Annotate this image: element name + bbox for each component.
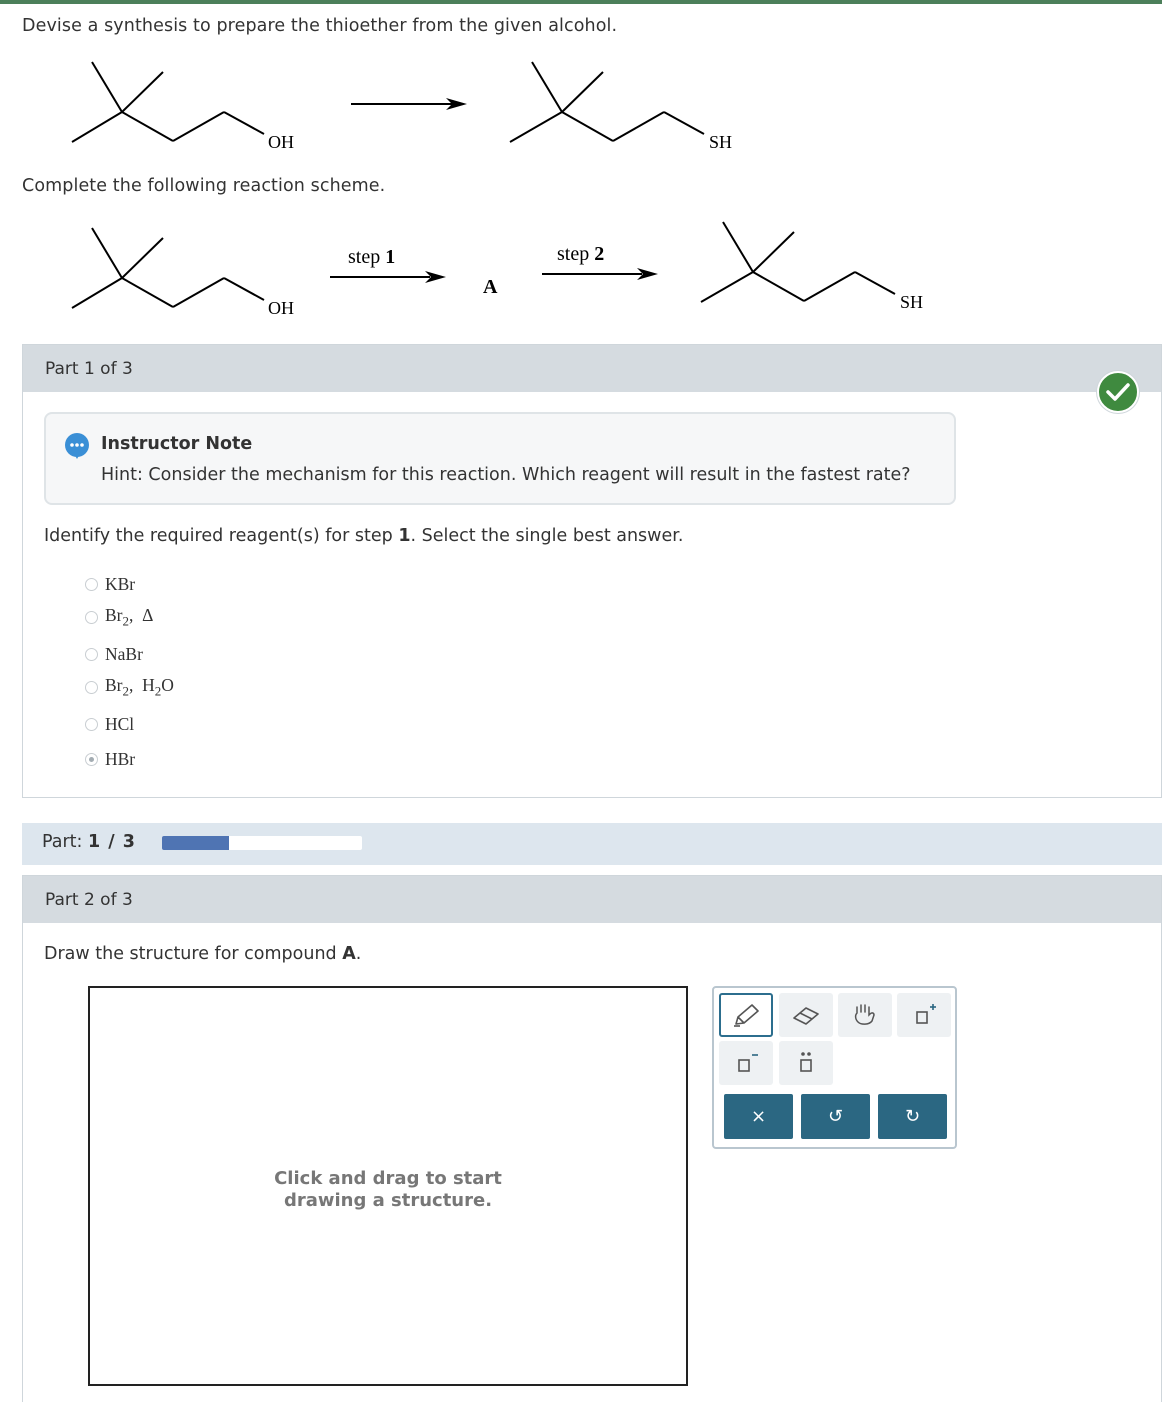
- step2-arrow: [542, 268, 658, 280]
- canvas-hint: Click and drag to start drawing a structure.: [274, 1168, 502, 1211]
- product-sh-label-top: SH: [709, 132, 733, 152]
- lone-pair-tool[interactable]: [779, 1041, 833, 1085]
- negative-charge-tool[interactable]: [719, 1041, 773, 1085]
- option-br2-water[interactable]: [85, 676, 174, 698]
- intermediate-a-label: A: [483, 276, 498, 298]
- reaction-arrow-top: [351, 98, 467, 110]
- negative-charge-icon: [730, 1049, 762, 1077]
- eraser-tool[interactable]: [779, 993, 833, 1037]
- instructor-note: [44, 412, 956, 505]
- option-nabr[interactable]: [85, 643, 143, 665]
- part1-prompt: Identify the required reagent(s) for step 1. Select the single best answer.: [44, 526, 684, 546]
- checkmark-icon: [1097, 371, 1139, 413]
- positive-charge-tool[interactable]: [897, 993, 951, 1037]
- radio-button[interactable]: [85, 681, 98, 694]
- radio-button[interactable]: [85, 718, 98, 731]
- pan-tool[interactable]: [838, 993, 892, 1037]
- clear-button[interactable]: ×: [724, 1094, 793, 1139]
- pencil-tool[interactable]: [719, 993, 773, 1037]
- undo-button[interactable]: ↺: [801, 1094, 870, 1139]
- product-sh-label-scheme: SH: [900, 292, 924, 312]
- question-intro: Devise a synthesis to prepare the thioether from the given alcohol.: [22, 16, 618, 36]
- part2-prompt: Draw the structure for compound A.: [44, 944, 362, 964]
- option-hcl[interactable]: [85, 713, 134, 735]
- option-label: KBr: [105, 573, 136, 594]
- positive-charge-icon: [908, 1001, 940, 1029]
- redo-button[interactable]: ↻: [878, 1094, 947, 1139]
- radio-button[interactable]: [85, 611, 98, 624]
- part2-header: Part 2 of 3: [23, 876, 1161, 923]
- step2-label: [557, 243, 604, 265]
- product-structure-scheme: [701, 222, 895, 302]
- reactant-oh-label-top: OH: [268, 132, 294, 152]
- option-br2-heat[interactable]: [85, 606, 153, 628]
- reaction-scheme-graphic: [0, 0, 1162, 330]
- lone-pair-icon: [790, 1049, 822, 1077]
- option-label: HBr: [105, 748, 136, 769]
- option-hbr[interactable]: [85, 748, 135, 770]
- step1-word: step: [348, 246, 381, 268]
- speech-bubble-icon: [65, 433, 89, 457]
- option-label: HCl: [105, 713, 135, 734]
- note-hint: Hint: Consider the mechanism for this reaction. Which reagent will result in the fastest rate?: [101, 465, 911, 485]
- step1-arrow: [330, 271, 446, 283]
- part2-panel: [22, 875, 1162, 1402]
- scheme-prompt: Complete the following reaction scheme.: [22, 176, 386, 196]
- progress-fill: [162, 836, 229, 850]
- note-title: Instructor Note: [101, 434, 253, 454]
- reactant-structure-top: [72, 62, 264, 142]
- pencil-icon: [730, 1002, 762, 1028]
- radio-button[interactable]: [85, 648, 98, 661]
- drawing-canvas[interactable]: [88, 986, 688, 1386]
- step1-label: [348, 246, 395, 268]
- eraser-icon: [790, 1002, 822, 1028]
- option-label: NaBr: [105, 643, 143, 664]
- drawing-toolbox: [712, 986, 957, 1149]
- product-structure-top: [510, 62, 704, 142]
- hand-icon: [849, 1001, 881, 1029]
- reactant-structure-scheme: [72, 228, 264, 308]
- step1-number: 1: [385, 246, 396, 268]
- radio-button[interactable]: [85, 578, 98, 591]
- option-label: $Br_2$, $H_2O$: [105, 674, 174, 699]
- part-progress: [22, 823, 1162, 865]
- option-kbr[interactable]: [85, 573, 135, 595]
- reactant-oh-label-scheme: OH: [268, 298, 294, 318]
- part1-panel: [22, 344, 1162, 798]
- progress-label: Part: 1 / 3: [42, 832, 136, 852]
- radio-button-selected[interactable]: [85, 753, 98, 766]
- step2-word: step: [557, 243, 590, 265]
- step2-number: 2: [594, 243, 605, 265]
- option-label: $Br_2$, Δ: [105, 604, 154, 629]
- part1-header: Part 1 of 3: [23, 345, 1161, 392]
- progress-track: [162, 836, 362, 850]
